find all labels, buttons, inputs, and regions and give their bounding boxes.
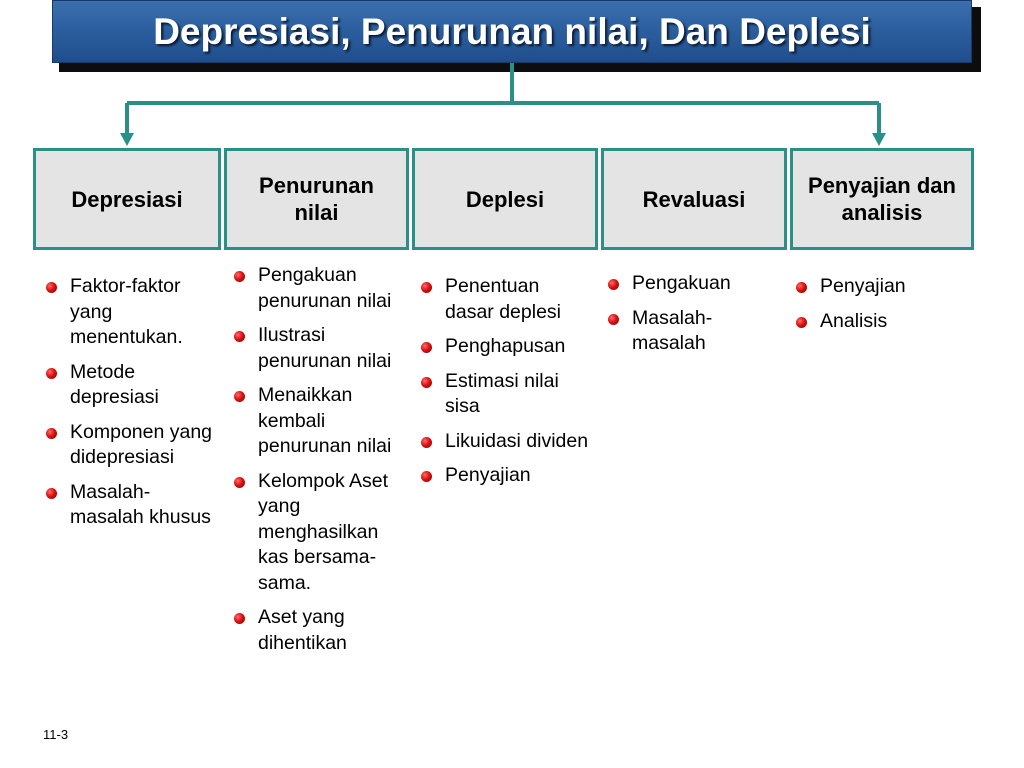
bullet-icon [234,477,245,488]
bullet-icon [46,282,57,293]
bullet-icon [421,471,432,482]
list-item-text: Faktor-faktor yang menentukan. [70,275,183,348]
list-item [608,271,768,297]
column-revaluasi [608,271,768,366]
list-item [421,274,591,325]
bullet-icon [46,428,57,439]
list-item-text: Penyajian [445,464,531,486]
topic-boxes [33,148,974,250]
slide-number: 11-3 [43,727,69,742]
list-item [421,429,591,455]
list-item [234,323,404,374]
list-item-text: Masalah-masalah [632,306,713,354]
box-depresiasi: Depresiasi [33,148,221,250]
box-penurunan-nilai: Penurunan nilai [224,148,409,250]
list-item-text: Ilustrasi penurunan nilai [258,324,392,372]
list-item-text: Aset yang dihentikan [258,606,347,654]
column-penyajian-dan-analisis [796,274,956,343]
list-item-text: Pengakuan [632,272,731,294]
list-item-text: Penentuan dasar deplesi [445,275,561,323]
list-item-text: Menaikkan kembali penurunan nilai [258,384,392,457]
list-item-text: Analisis [820,309,888,332]
bullet-icon [421,377,432,388]
column-penurunan-nilai [234,263,404,665]
bullet-icon [796,282,807,293]
list-item-text: Kelompok Aset yang menghasilkan kas bersama-sama. [258,469,389,594]
box-deplesi: Deplesi [412,148,598,250]
list-item-text: Penyajian [820,275,906,297]
column-depresiasi [46,274,216,540]
page-title: Depresiasi, Penurunan nilai, Dan Deplesi [52,0,972,63]
list-item [234,469,404,597]
bullet-icon [234,391,245,402]
list-item [234,605,404,656]
bullet-icon [234,613,245,624]
list-item [234,263,404,314]
connector-lines [0,0,1024,150]
list-item [608,306,742,357]
column-deplesi [421,274,591,498]
bullet-icon [608,314,619,325]
bullet-icon [796,317,807,328]
list-item-text: Estimasi nilai sisa [445,369,559,417]
bullet-icon [421,282,432,293]
box-revaluasi: Revaluasi [601,148,787,250]
list-item [234,383,404,460]
list-item-text: Pengakuan penurunan nilai [258,264,392,312]
arrowhead-right-icon [872,133,886,146]
list-item [421,334,591,360]
list-item [46,274,216,351]
bullet-icon [46,368,57,379]
arrowhead-left-icon [120,133,134,146]
list-item-text: Likuidasi dividen [445,429,589,452]
box-penyajian-dan-analisis: Penyajian dan analisis [790,148,974,250]
list-item-text: Metode depresiasi [70,360,159,408]
list-item-text: Masalah-masalah khusus [70,480,211,528]
bullet-icon [46,488,57,499]
bullet-icon [234,271,245,282]
bullet-icon [234,331,245,342]
list-item [421,369,591,420]
list-item [46,480,216,531]
list-item-text: Penghapusan [445,335,566,357]
list-item-text: Komponen yang didepresiasi [70,420,213,468]
bullet-icon [421,342,432,353]
list-item [421,463,591,489]
list-item [796,309,956,335]
list-item [46,420,216,471]
bullet-icon [421,437,432,448]
bullet-icon [608,279,619,290]
list-item [796,274,956,300]
list-item [46,360,216,411]
